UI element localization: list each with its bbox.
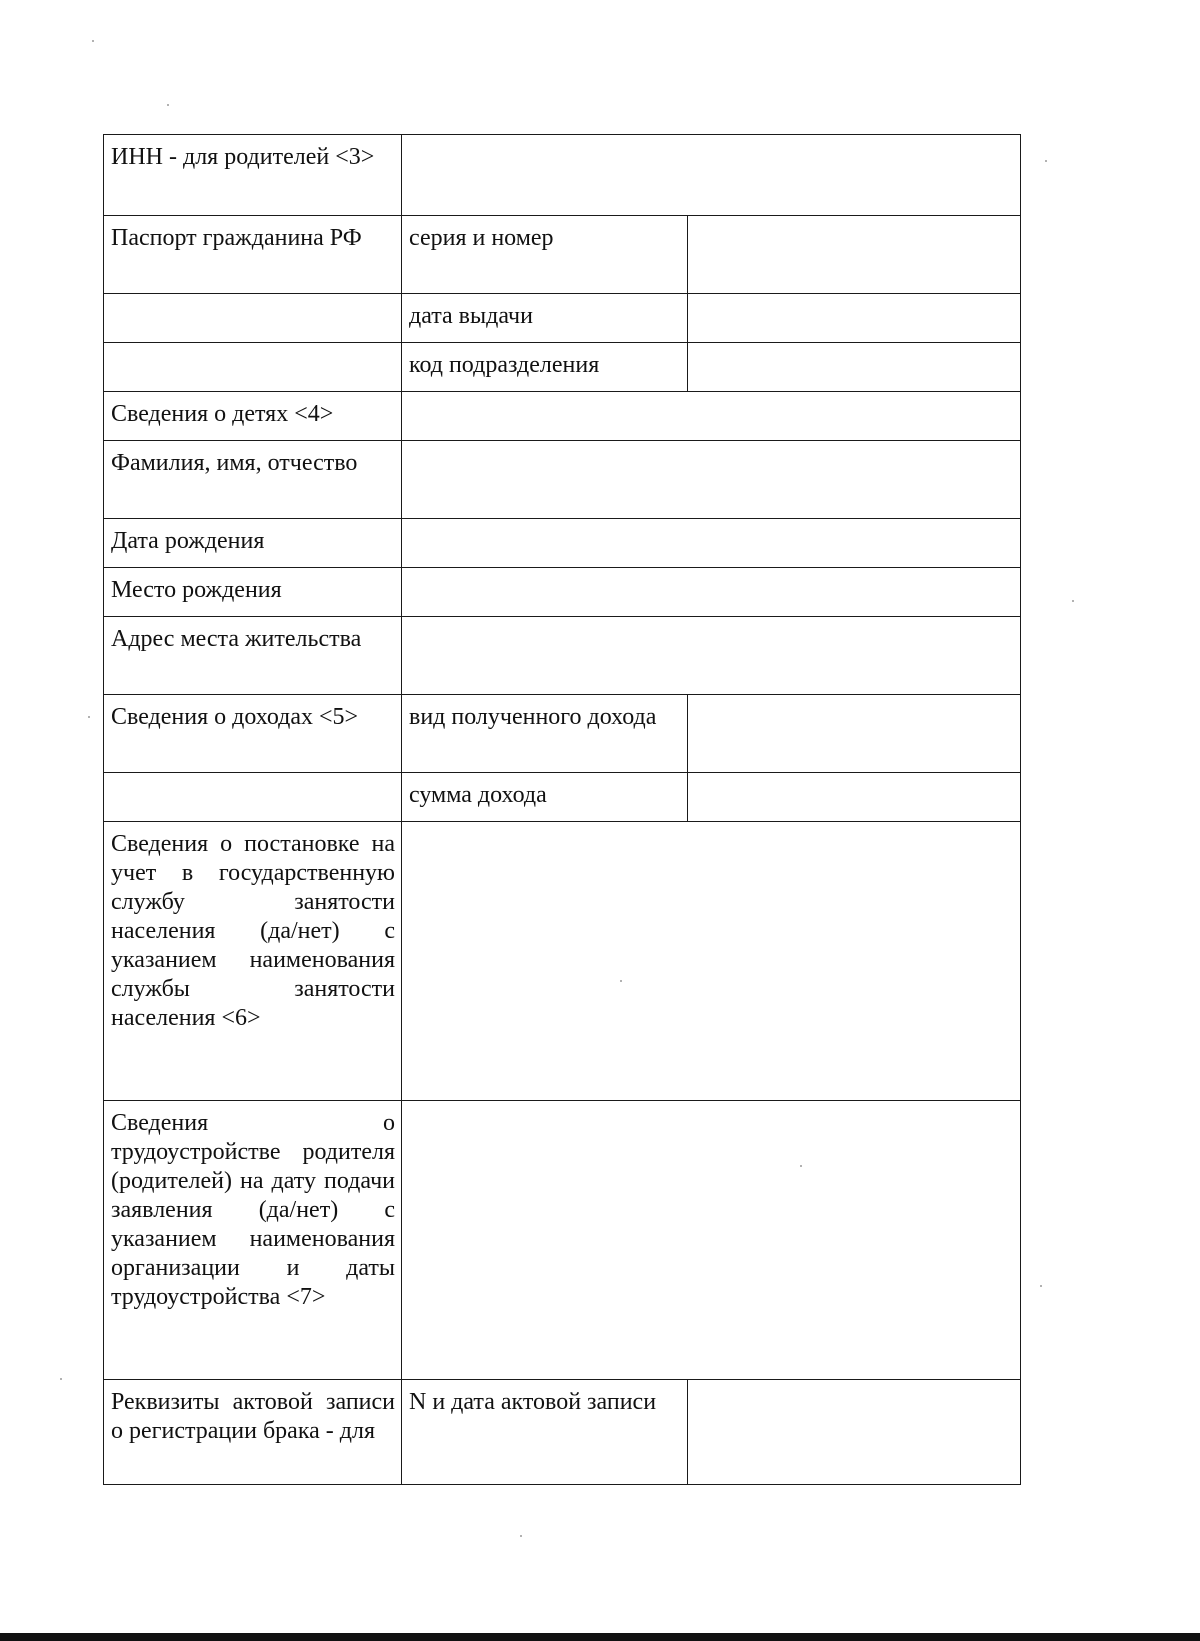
employment-service-label: Сведения о постановке на учет в государственную службу занятости населения (да/нет) с указанием наименования службы занятости населения <6>	[104, 822, 402, 1101]
job-value-cell[interactable]	[402, 1101, 1021, 1380]
scan-speck	[92, 40, 94, 42]
job-label: Сведения о трудоустройстве родителя (родителей) на дату подачи заявления (да/нет) с указанием наименования организации и даты трудоустройства <7>	[104, 1101, 402, 1380]
application-form-table	[103, 134, 1021, 1485]
form-row-income-type	[104, 695, 1021, 773]
full-name-label: Фамилия, имя, отчество	[104, 441, 402, 519]
form-row-birth-place	[104, 568, 1021, 617]
empty-label-cell	[104, 294, 402, 343]
form-row-passport-division-code	[104, 343, 1021, 392]
address-label: Адрес места жительства	[104, 617, 402, 695]
scan-speck	[520, 1535, 522, 1537]
passport-issue-date-value-cell[interactable]	[688, 294, 1021, 343]
passport-division-code-label: код подразделения	[402, 343, 688, 392]
inn-value-cell[interactable]	[402, 135, 1021, 216]
income-amount-label: сумма дохода	[402, 773, 688, 822]
children-label: Сведения о детях <4>	[104, 392, 402, 441]
birth-date-label: Дата рождения	[104, 519, 402, 568]
income-amount-value-cell[interactable]	[688, 773, 1021, 822]
scan-speck	[800, 1165, 802, 1167]
marriage-label: Реквизиты актовой записи о регистрации брака - для	[104, 1380, 402, 1485]
passport-label: Паспорт гражданина РФ	[104, 216, 402, 294]
inn-label: ИНН - для родителей <3>	[104, 135, 402, 216]
scan-speck	[1072, 600, 1074, 602]
income-label: Сведения о доходах <5>	[104, 695, 402, 773]
passport-division-code-value-cell[interactable]	[688, 343, 1021, 392]
passport-series-number-value-cell[interactable]	[688, 216, 1021, 294]
form-row-marriage	[104, 1380, 1021, 1485]
scan-speck	[60, 1378, 62, 1380]
passport-issue-date-label: дата выдачи	[402, 294, 688, 343]
scan-bottom-edge	[0, 1633, 1200, 1641]
employment-service-value-cell[interactable]	[402, 822, 1021, 1101]
income-type-label: вид полученного дохода	[402, 695, 688, 773]
marriage-record-value-cell[interactable]	[688, 1380, 1021, 1485]
form-row-children	[104, 392, 1021, 441]
form-row-inn	[104, 135, 1021, 216]
birth-place-label: Место рождения	[104, 568, 402, 617]
income-type-value-cell[interactable]	[688, 695, 1021, 773]
form-row-passport-series	[104, 216, 1021, 294]
scan-speck	[167, 104, 169, 106]
birth-date-value-cell[interactable]	[402, 519, 1021, 568]
form-row-birth-date	[104, 519, 1021, 568]
form-row-income-amount	[104, 773, 1021, 822]
address-value-cell[interactable]	[402, 617, 1021, 695]
scan-speck	[1040, 1285, 1042, 1287]
form-row-passport-issue-date	[104, 294, 1021, 343]
scan-speck	[620, 980, 622, 982]
passport-series-number-label: серия и номер	[402, 216, 688, 294]
form-row-job	[104, 1101, 1021, 1380]
full-name-value-cell[interactable]	[402, 441, 1021, 519]
scan-speck	[88, 716, 90, 718]
birth-place-value-cell[interactable]	[402, 568, 1021, 617]
empty-label-cell	[104, 773, 402, 822]
empty-label-cell	[104, 343, 402, 392]
form-row-employment-service	[104, 822, 1021, 1101]
scan-speck	[1045, 160, 1047, 162]
marriage-record-label: N и дата актовой записи	[402, 1380, 688, 1485]
form-row-address	[104, 617, 1021, 695]
children-value-cell[interactable]	[402, 392, 1021, 441]
form-row-full-name	[104, 441, 1021, 519]
